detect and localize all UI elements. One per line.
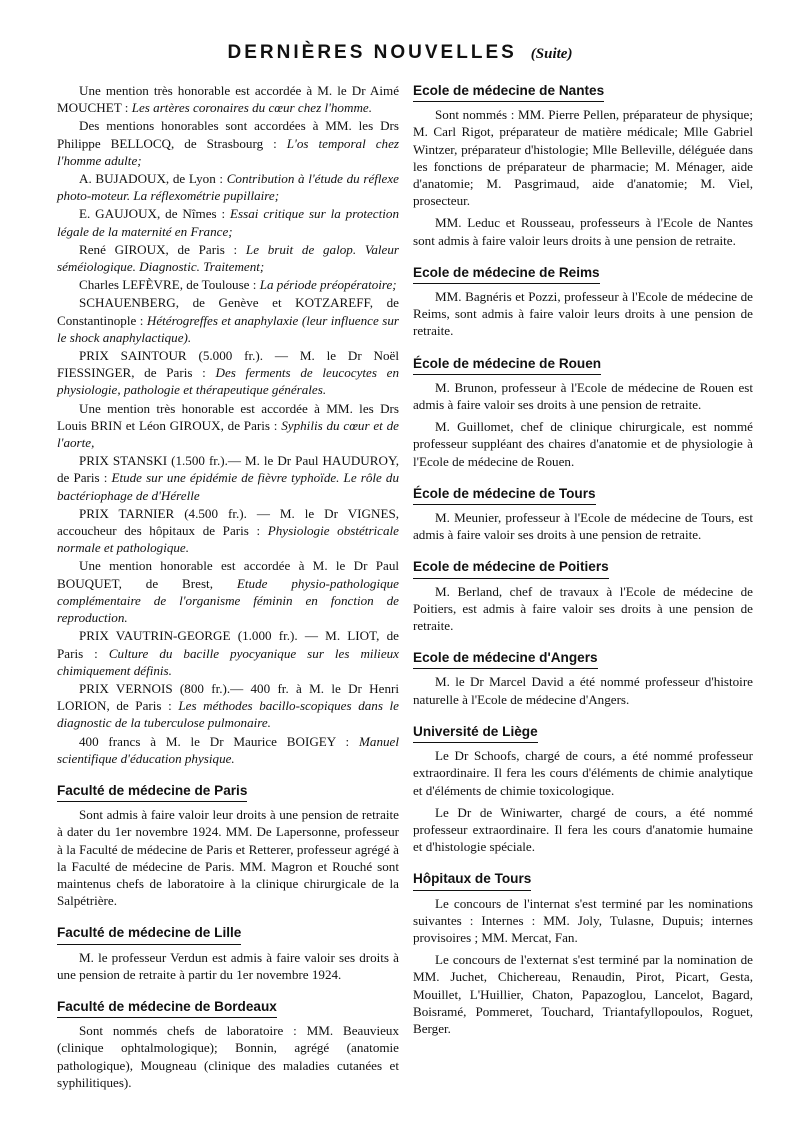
prize-entry: PRIX TARNIER (4.500 fr.). — M. le Dr VIGNES, accoucheur des hôpitaux de Paris : Physiologie obstétricale normale et pathologique. [57, 505, 399, 556]
section-faculte-bordeaux [57, 998, 399, 1091]
page-header [0, 42, 800, 76]
page-title: DERNIÈRES NOUVELLES [227, 42, 517, 63]
prize-entry: PRIX VAUTRIN-GEORGE (1.000 fr.). — M. LIOT, de Paris : Culture du bacille pyocyanique sur les milieux chimiquement définis. [57, 628, 399, 678]
prize-entry: PRIX VERNOIS (800 fr.).— 400 fr. à M. le Dr Henri LORION, de Paris : Les méthodes bacillo-scopiques dans le diagnostic de la tuberculose pulmonaire. [57, 680, 399, 731]
section-heading: École de médecine de Tours [413, 485, 596, 505]
prize-entry: A. BUJADOUX, de Lyon : Contribution à l'étude du réflexe photo-moteur. La réflexométrie pupillaire; [57, 171, 399, 204]
section-ecole-angers [413, 649, 753, 708]
section-ecole-rouen [413, 355, 753, 470]
section-paragraph: M. Guillomet, chef de clinique chirurgicale, est nommé professeur suppléant des chaires d'anatomie et de physiologie à l'Ecole de médecine de Rouen. [413, 419, 753, 469]
section-paragraph: M. Brunon, professeur à l'Ecole de médecine de Rouen est admis à faire valoir ses droits à une pension de retraite. [413, 379, 753, 413]
section-paragraph: MM. Bagnéris et Pozzi, professeur à l'Ecole de médecine de Reims, sont admis à faire valoir leurs droits à une pension de retraite. [413, 289, 753, 339]
section-heading: Faculté de médecine de Bordeaux [57, 998, 277, 1018]
section-paragraph: Sont nommés : MM. Pierre Pellen, préparateur de physique; M. Carl Rigot, préparateur de matière médicale; Mlle Gabriel Wintzer, préparateur d'histologie; Mlle Belleville, déléguée dans les fonctions de préparateur de pharmacie; M. Ménager, aide d'anatomie; M. Pasgrimaud, aide d'anatomie; M. Viel, prosecteur. [413, 107, 753, 209]
right-column [413, 82, 753, 1038]
prize-entry: Une mention très honorable est accordée à MM. les Drs Louis BRIN et Léon GIROUX, de Paris : Syphilis du cœur et de l'aorte, [57, 400, 399, 451]
section-paragraph: M. le professeur Verdun est admis à faire valoir ses droits à une pension de retraite à partir du 1er novembre 1924. [57, 949, 399, 982]
section-paragraph: Sont nommés chefs de laboratoire : MM. Beauvieux (clinique ophtalmologique); Bonnin, agrégé (anatomie pathologique), Mougneau (clinique des maladies cutanées et syphilitiques). [57, 1023, 399, 1090]
prize-entry: E. GAUJOUX, de Nîmes : Essai critique sur la protection légale de la maternité en France; [57, 206, 399, 239]
prize-list [57, 82, 399, 767]
section-ecole-tours [413, 485, 753, 544]
section-heading: Ecole de médecine de Nantes [413, 82, 604, 102]
section-paragraph: Le concours de l'externat s'est terminé par la nomination de MM. Juchet, Chichereau, Renaudin, Pirot, Picart, Gesta, Mouillet, L'Huillier, Chaton, Papazoglou, Lancelot, Bagard, Boisramé, Pommeret, Touchard, Triantafyllopoulos, Roguet, Berger. [413, 952, 753, 1036]
section-faculte-lille [57, 924, 399, 983]
section-heading: École de médecine de Rouen [413, 355, 601, 375]
section-paragraph: M. Meunier, professeur à l'Ecole de médecine de Tours, est admis à faire valoir ses droits à une pension de retraite. [413, 510, 753, 543]
prize-entry: Une mention très honorable est accordée à M. le Dr Aimé MOUCHET : Les artères coronaires du cœur chez l'homme. [57, 83, 399, 116]
section-ecole-poitiers [413, 558, 753, 634]
section-paragraph: Sont admis à faire valoir leur droits à une pension de retraite à dater du 1er novembre 1924. MM. De Lapersonne, professeur à la Faculté de médecine de Paris et Retterer, professeur agrégé à la Faculté de médecine de Paris. MM. Magron et Rouché sont maintenus chefs de laboratoire à la clinique chirurgicale de la Salpétrière. [57, 807, 399, 909]
section-ecole-nantes [413, 82, 753, 249]
page-title-suite: (Suite) [530, 46, 573, 62]
section-paragraph: M. le Dr Marcel David a été nommé professeur d'histoire naturelle à l'Ecole de médecine d'Angers. [413, 674, 753, 707]
prize-entry: Des mentions honorables sont accordées à MM. les Drs Philippe BELLOCQ, de Strasbourg : L'os temporal chez l'homme adulte; [57, 118, 399, 168]
prize-entry: PRIX SAINTOUR (5.000 fr.). — M. le Dr Noël FIESSINGER, de Paris : Des ferments de leucocytes en physiologie, pathologie et thérapeutique générales. [57, 348, 399, 398]
section-ecole-reims [413, 264, 753, 340]
section-heading: Ecole de médecine de Poitiers [413, 558, 609, 578]
section-heading: Ecole de médecine de Reims [413, 264, 600, 284]
prize-entry: PRIX STANSKI (1.500 fr.).— M. le Dr Paul HAUDUROY, de Paris : Etude sur une épidémie de fièvre typhoïde. Le rôle du bactériophage de d'Hérelle [57, 453, 399, 503]
section-paragraph: Le Dr Schoofs, chargé de cours, a été nommé professeur extraordinaire. Il fera les cours d'éléments de chimie analytique et d'éléments de chimie toxicologique. [413, 748, 753, 798]
prize-entry: Une mention honorable est accordée à M. le Dr Paul BOUQUET, de Brest, Etude physio-pathologique complémentaire de l'organisme féminin en fonction de reproduction. [57, 558, 399, 626]
left-column [57, 82, 399, 1092]
section-heading: Ecole de médecine d'Angers [413, 649, 598, 669]
prize-entry: René GIROUX, de Paris : Le bruit de galop. Valeur séméiologique. Diagnostic. Traitement; [57, 241, 399, 275]
section-heading: Faculté de médecine de Lille [57, 924, 241, 944]
section-hopitaux-tours [413, 870, 753, 1037]
prize-entry: SCHAUENBERG, de Genève et KOTZAREFF, de Constantinople : Hétérogreffes et anaphylaxie (leur influence sur le shock anaphylactique). [57, 295, 399, 345]
section-heading: Faculté de médecine de Paris [57, 782, 247, 802]
section-paragraph: M. Berland, chef de travaux à l'Ecole de médecine de Poitiers, est admis à faire valoir ses droits à une pension de retraite. [413, 583, 753, 634]
section-universite-liege [413, 723, 753, 855]
section-paragraph: Le Dr de Winiwarter, chargé de cours, a été nommé professeur extraordinaire. Il fera les cours d'anatomie humaine et d'histologie spéciale. [413, 804, 753, 855]
prize-entry: Charles LEFÈVRE, de Toulouse : La période préopératoire; [79, 277, 397, 293]
prize-entry: 400 francs à M. le Dr Maurice BOIGEY : Manuel scientifique d'éducation physique. [57, 733, 399, 766]
section-paragraph: MM. Leduc et Rousseau, professeurs à l'Ecole de Nantes sont admis à faire valoir leurs droits à une pension de retraite. [413, 215, 753, 248]
section-faculte-paris [57, 782, 399, 909]
section-heading: Hôpitaux de Tours [413, 870, 531, 890]
section-heading: Université de Liège [413, 723, 538, 743]
section-paragraph: Le concours de l'internat s'est terminé par les nominations suivantes : Internes : MM. Joly, Tulasne, Dupuis; internes provisoires ; MM. Mercat, Fan. [413, 895, 753, 945]
